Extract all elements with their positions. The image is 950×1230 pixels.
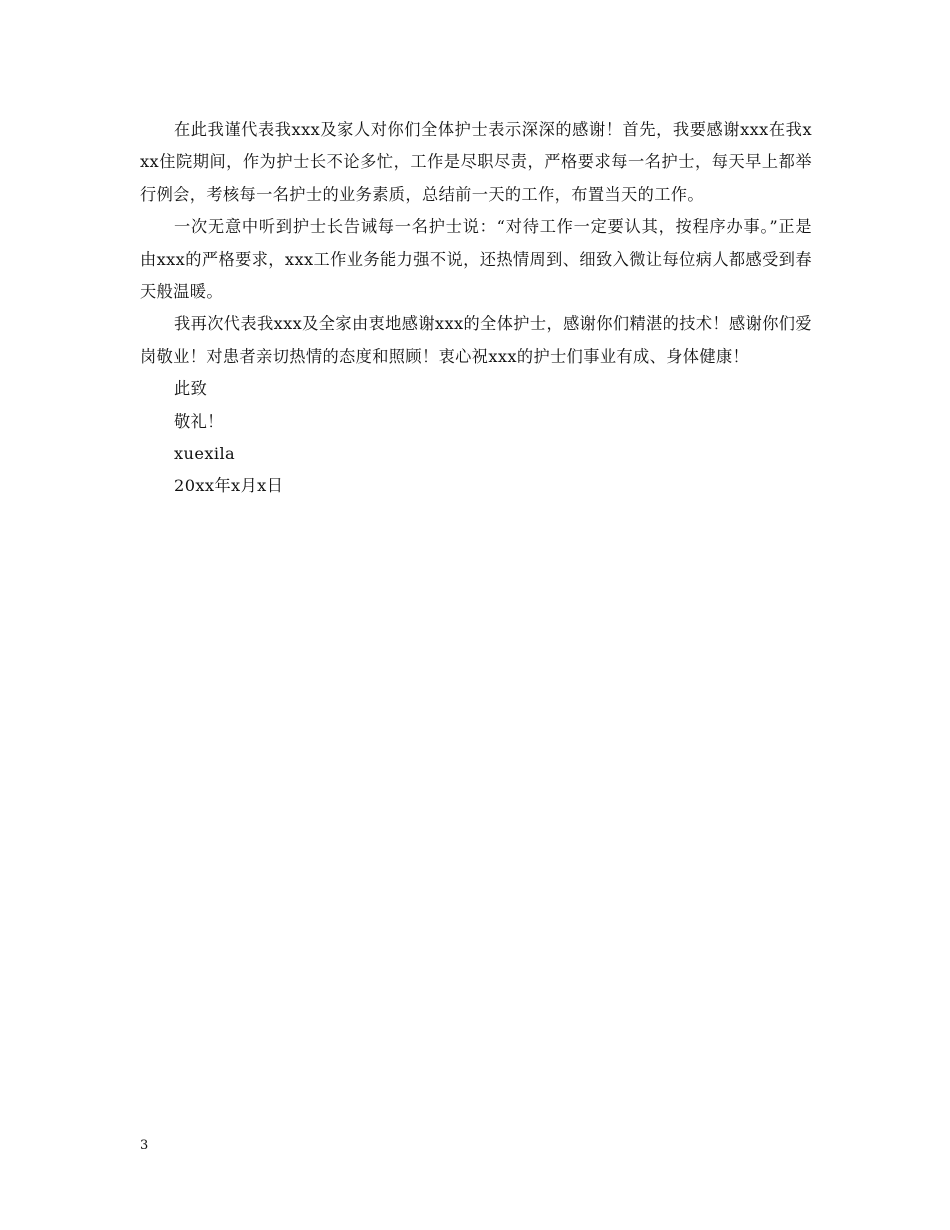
page-number: 3 [140,1138,149,1153]
paragraph-wishes: 我再次代表我xxx及全家由衷地感谢xxx的全体护士，感谢你们精湛的技术！感谢你们爱岗敬业！对患者亲切热情的态度和照顾！衷心祝xxx的护士们事业有成、身体健康！ [140,314,812,366]
letter-date: 20xx年x月x日 [174,476,284,496]
signature: xuexila [174,444,236,464]
letter-body [140,114,812,503]
salutation: 敬礼！ [174,411,224,431]
paragraph-thanks: 在此我谨代表我xxx及家人对你们全体护士表示深深的感谢！首先，我要感谢xxx在我xxx住院期间，作为护士长不论多忙，工作是尽职尽责，严格要求每一名护士，每天早上都举行例会，考核每一名护士的业务素质，总结前一天的工作，布置当天的工作。 [140,120,812,204]
paragraph-head-nurse: 一次无意中听到护士长告诫每一名护士说：“对待工作一定要认其，按程序办事。”正是由xxx的严格要求，xxx工作业务能力强不说，还热情周到、细致入微让每位病人都感受到春天般温暖。 [140,217,812,302]
closing-phrase: 此致 [174,379,208,399]
